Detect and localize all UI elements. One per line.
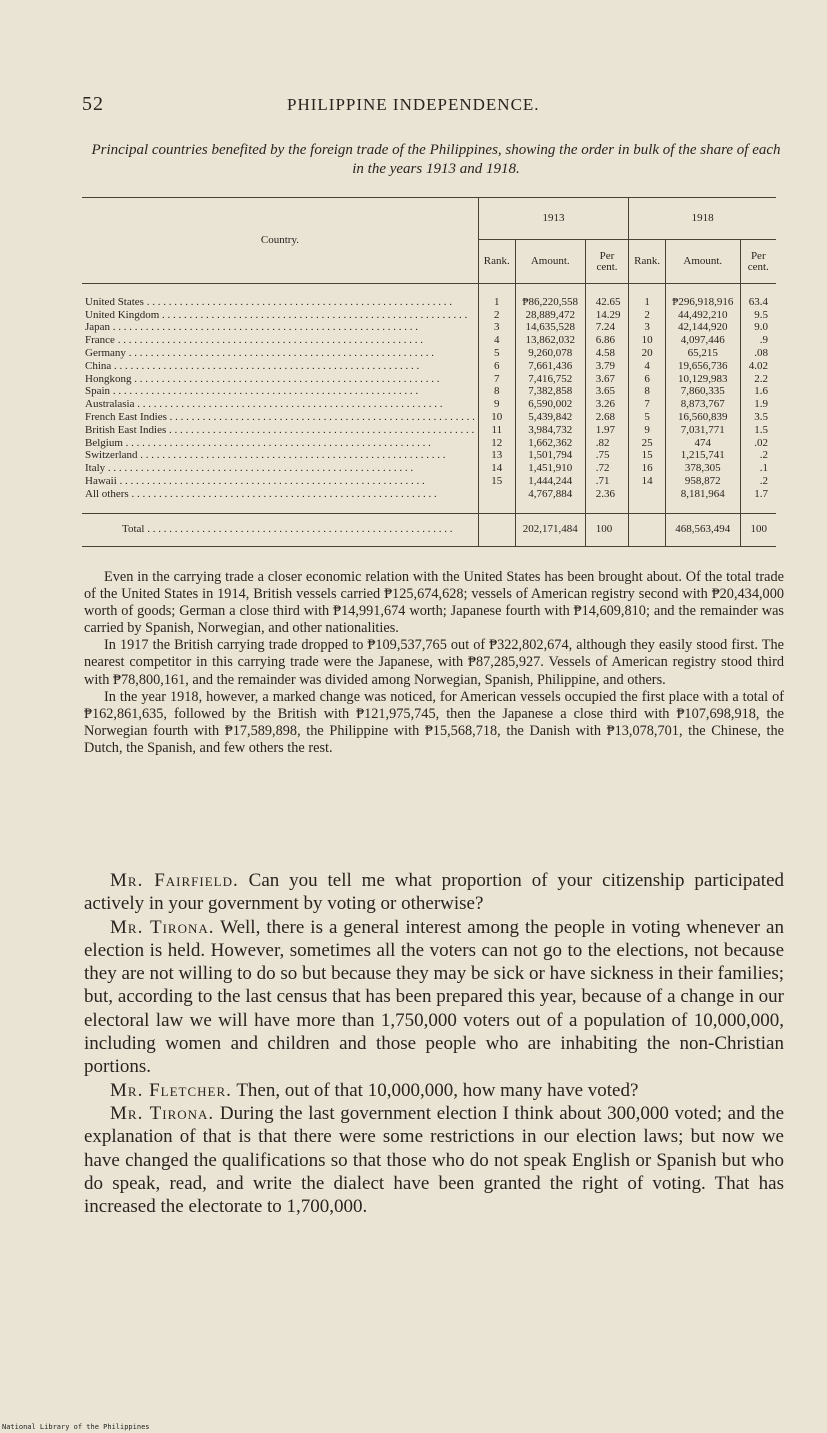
percent-1913-cell: 3.79 — [585, 360, 628, 373]
testimony-text — [84, 869, 784, 1218]
speaker-name: Mr. Tirona. — [110, 916, 215, 938]
amount-1913-cell: 1,444,244 — [515, 475, 585, 488]
percent-1913-header: Per cent. — [585, 240, 628, 284]
country-cell: Switzerland . . . — [82, 450, 478, 463]
amount-1913-cell: 7,382,858 — [515, 386, 585, 399]
amount-1913-cell: 28,889,472 — [515, 309, 585, 322]
total-amount-1918: 468,563,494 — [666, 513, 741, 546]
percent-1918-cell: 3.5 — [740, 411, 776, 424]
speaker-name: Mr. Fairfield. — [110, 870, 239, 891]
percent-1918-cell: 1.7 — [740, 488, 776, 501]
percent-1918-cell: .2 — [740, 450, 776, 463]
percent-1918-cell: 9.0 — [740, 322, 776, 335]
table-row — [82, 411, 776, 424]
table-row — [82, 360, 776, 373]
rank-1913-cell: 12 — [478, 437, 515, 450]
carrying-trade-text — [84, 569, 784, 757]
amount-1913-cell: 6,590,002 — [515, 398, 585, 411]
total-amount-1913: 202,171,484 — [515, 513, 585, 546]
rank-1918-cell: 3 — [629, 322, 666, 335]
rank-1913-cell: 3 — [478, 322, 515, 335]
year-1913-header: 1913 — [478, 198, 628, 240]
amount-1913-cell: ₱86,220,558 — [515, 296, 585, 309]
country-cell: Spain . . . — [82, 386, 478, 399]
dialogue-entry — [84, 1079, 784, 1102]
rank-1913-cell: 9 — [478, 398, 515, 411]
table-row — [82, 334, 776, 347]
total-label: Total . . . — [82, 513, 478, 546]
country-cell: France . . . — [82, 334, 478, 347]
table-row — [82, 462, 776, 475]
rank-1913-cell — [478, 488, 515, 501]
amount-1918-header: Amount. — [666, 240, 741, 284]
rank-1913-cell: 6 — [478, 360, 515, 373]
rank-1913-cell: 5 — [478, 347, 515, 360]
country-cell: Japan . . . — [82, 322, 478, 335]
percent-1918-cell: 9.5 — [740, 309, 776, 322]
rank-1918-cell: 9 — [629, 424, 666, 437]
amount-1918-cell: 42,144,920 — [666, 322, 741, 335]
year-1918-header: 1918 — [629, 198, 776, 240]
percent-1913-cell: 3.65 — [585, 386, 628, 399]
country-cell: United States . . . — [82, 296, 478, 309]
total-percent-1918: 100 — [740, 513, 776, 546]
rank-1913-cell: 11 — [478, 424, 515, 437]
percent-1913-cell: .75 — [585, 450, 628, 463]
country-cell: Germany . . . — [82, 347, 478, 360]
amount-1913-cell: 7,416,752 — [515, 373, 585, 386]
amount-1918-cell: 65,215 — [666, 347, 741, 360]
table-body — [82, 296, 776, 501]
country-cell: Australasia . . . — [82, 398, 478, 411]
amount-1913-cell: 1,501,794 — [515, 450, 585, 463]
percent-1918-cell: 1.6 — [740, 386, 776, 399]
percent-1913-cell: 6.86 — [585, 334, 628, 347]
percent-1913-cell: 2.68 — [585, 411, 628, 424]
amount-1913-cell: 1,451,910 — [515, 462, 585, 475]
country-cell: China . . . — [82, 360, 478, 373]
percent-1918-cell: 4.02 — [740, 360, 776, 373]
rank-1918-cell: 25 — [629, 437, 666, 450]
rank-1918-cell: 5 — [629, 411, 666, 424]
speaker-name: Mr. Fletcher. — [110, 1079, 232, 1101]
rank-1913-cell: 10 — [478, 411, 515, 424]
amount-1918-cell: 16,560,839 — [666, 411, 741, 424]
amount-1918-cell: 7,860,335 — [666, 386, 741, 399]
rank-1918-cell: 14 — [629, 475, 666, 488]
amount-1913-cell: 7,661,436 — [515, 360, 585, 373]
percent-1913-cell: 4.58 — [585, 347, 628, 360]
percent-1913-cell: .72 — [585, 462, 628, 475]
table-row — [82, 398, 776, 411]
amount-1913-cell: 4,767,884 — [515, 488, 585, 501]
percent-1913-cell: .82 — [585, 437, 628, 450]
library-watermark: National Library of the Philippines — [2, 1423, 150, 1431]
table-row — [82, 450, 776, 463]
percent-1913-cell: .71 — [585, 475, 628, 488]
table-row — [82, 373, 776, 386]
page-number: 52 — [82, 93, 104, 115]
percent-1918-cell: .9 — [740, 334, 776, 347]
amount-1913-cell: 9,260,078 — [515, 347, 585, 360]
table-row — [82, 309, 776, 322]
rank-1913-cell: 2 — [478, 309, 515, 322]
country-cell: Belgium . . . — [82, 437, 478, 450]
rank-1918-cell: 20 — [629, 347, 666, 360]
table-row — [82, 386, 776, 399]
rank-1918-cell: 15 — [629, 450, 666, 463]
table-row — [82, 488, 776, 501]
percent-1918-cell: 63.4 — [740, 296, 776, 309]
amount-1918-cell: 10,129,983 — [666, 373, 741, 386]
percent-1918-header: Per cent. — [740, 240, 776, 284]
table-row — [82, 347, 776, 360]
rank-1918-header: Rank. — [629, 240, 666, 284]
running-title: PHILIPPINE INDEPENDENCE. — [287, 95, 540, 114]
paragraph: In 1917 the British carrying trade dropped to ₱109,537,765 out of ₱322,802,674, although they easily stood first. The nearest competitor in this carrying trade were the Japanese, with ₱87,285,927. Vessels of American registry stood third with ₱78,800,161, and the remainder was divided among Norwegian, Spanish, Philippine, and others. — [84, 637, 784, 688]
percent-1918-cell: 2.2 — [740, 373, 776, 386]
amount-1918-cell: 378,305 — [666, 462, 741, 475]
rank-1918-cell: 6 — [629, 373, 666, 386]
amount-1918-cell: 44,492,210 — [666, 309, 741, 322]
speech-text: Well, there is a general interest among the people in voting whenever an election is held. However, sometimes all the voters can not go to the elections, not because they are not willing to do so but because they may be sick or have sickness in their families; but, according to the last census that has been prepared this year, because of a change in our electoral law we will have more than 1,750,000 voters out of a population of 10,000,000, including women and children and those people who are inhabiting the non-Christian portions. — [84, 916, 784, 1078]
rank-1918-cell: 10 — [629, 334, 666, 347]
country-column-header: Country. — [82, 198, 478, 284]
percent-1918-cell: .2 — [740, 475, 776, 488]
speaker-name: Mr. Tirona. — [110, 1102, 215, 1124]
paragraph: Even in the carrying trade a closer economic relation with the United States has been brought about. Of the total trade of the United States in 1914, British vessels carried ₱125,674,628; vessels of American registry second with ₱20,434,000 worth of goods; German a close third with ₱14,991,674 worth; Japanese fourth with ₱14,609,810; and the remainder was carried by Spanish, Norwegian, and other nationalities. — [84, 569, 784, 637]
table-caption: Principal countries benefited by the foreign trade of the Philippines, showing the order in bulk of the share of each in the years 1913 and 1918. — [91, 142, 781, 177]
amount-1913-cell: 14,635,528 — [515, 322, 585, 335]
amount-1913-cell: 3,984,732 — [515, 424, 585, 437]
dialogue-entry — [84, 869, 784, 916]
amount-1918-cell: 19,656,736 — [666, 360, 741, 373]
percent-1918-cell: 1.9 — [740, 398, 776, 411]
country-cell: British East Indies . . . — [82, 424, 478, 437]
amount-1913-header: Amount. — [515, 240, 585, 284]
amount-1918-cell: 958,872 — [666, 475, 741, 488]
amount-1913-cell: 5,439,842 — [515, 411, 585, 424]
amount-1918-cell: 8,873,767 — [666, 398, 741, 411]
table-row — [82, 424, 776, 437]
speech-text: Then, out of that 10,000,000, how many have voted? — [236, 1079, 639, 1101]
percent-1918-cell: .1 — [740, 462, 776, 475]
amount-1918-cell: 8,181,964 — [666, 488, 741, 501]
rank-1913-cell: 1 — [478, 296, 515, 309]
rank-1913-cell: 15 — [478, 475, 515, 488]
rank-1918-cell: 1 — [629, 296, 666, 309]
percent-1913-cell: 14.29 — [585, 309, 628, 322]
rank-1918-cell: 8 — [629, 386, 666, 399]
rank-1918-cell: 7 — [629, 398, 666, 411]
rank-1918-cell: 2 — [629, 309, 666, 322]
percent-1918-cell: 1.5 — [740, 424, 776, 437]
percent-1913-cell: 1.97 — [585, 424, 628, 437]
country-cell: Hongkong . . . — [82, 373, 478, 386]
percent-1913-cell: 2.36 — [585, 488, 628, 501]
rank-1913-cell: 7 — [478, 373, 515, 386]
speech-text: During the last government election I think about 300,000 voted; and the explanation of that is that there were some restrictions in our election laws; but now we have changed the qualifications so that those who do not speak English or Spanish but who do speak, read, and write the dialect have been granted the right of voting. That has increased the electorate to 1,700,000. — [84, 1102, 785, 1218]
table-row — [82, 475, 776, 488]
percent-1913-cell: 3.26 — [585, 398, 628, 411]
speech-text: Can you tell me what proportion of your citizenship participated actively in your government by voting or otherwise? — [84, 870, 785, 915]
rank-1913-cell: 13 — [478, 450, 515, 463]
country-cell: Italy . . . — [82, 462, 478, 475]
percent-1913-cell: 42.65 — [585, 296, 628, 309]
percent-1918-cell: .08 — [740, 347, 776, 360]
country-cell: United Kingdom . . . — [82, 309, 478, 322]
amount-1913-cell: 13,862,032 — [515, 334, 585, 347]
total-row — [82, 513, 776, 546]
total-percent-1913: 100 — [585, 513, 628, 546]
dialogue-entry — [84, 1102, 784, 1218]
percent-1918-cell: .02 — [740, 437, 776, 450]
amount-1913-cell: 1,662,362 — [515, 437, 585, 450]
amount-1918-cell: 7,031,771 — [666, 424, 741, 437]
rank-1913-cell: 8 — [478, 386, 515, 399]
rank-1913-cell: 14 — [478, 462, 515, 475]
country-cell: Hawaii . . . — [82, 475, 478, 488]
percent-1913-cell: 7.24 — [585, 322, 628, 335]
rank-1913-cell: 4 — [478, 334, 515, 347]
table-row — [82, 296, 776, 309]
amount-1918-cell: 1,215,741 — [666, 450, 741, 463]
table-row — [82, 322, 776, 335]
rank-1918-cell: 4 — [629, 360, 666, 373]
trade-table — [82, 197, 776, 547]
amount-1918-cell: 474 — [666, 437, 741, 450]
rank-1918-cell — [629, 488, 666, 501]
rank-1913-header: Rank. — [478, 240, 515, 284]
amount-1918-cell: ₱296,918,916 — [666, 296, 741, 309]
country-cell: French East Indies . . . — [82, 411, 478, 424]
table-row — [82, 437, 776, 450]
percent-1913-cell: 3.67 — [585, 373, 628, 386]
rank-1918-cell: 16 — [629, 462, 666, 475]
amount-1918-cell: 4,097,446 — [666, 334, 741, 347]
dialogue-entry — [84, 916, 784, 1079]
country-cell: All others . . . — [82, 488, 478, 501]
paragraph: In the year 1918, however, a marked change was noticed, for American vessels occupied the first place with a total of ₱162,861,635, followed by the British with ₱121,975,745, then the Japanese a close third with ₱107,698,918, the Norwegian fourth with ₱17,589,898, the Philippine with ₱15,568,718, the Danish with ₱13,078,701, the Chinese, the Dutch, the Spanish, and few others the rest. — [84, 688, 784, 756]
